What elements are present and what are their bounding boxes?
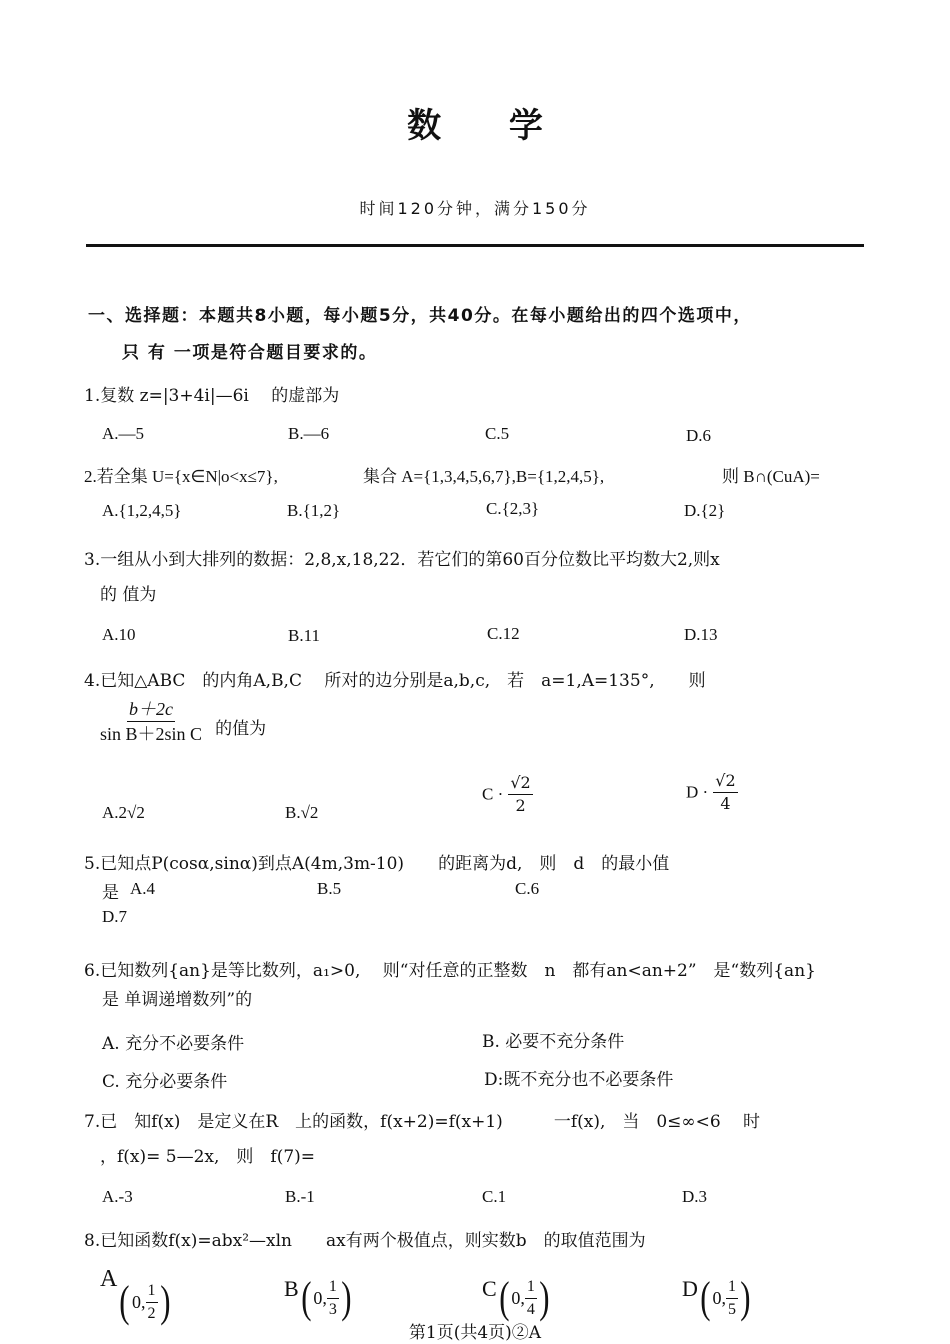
q4-fraction-numerator: b＋2c [127,700,175,722]
q8-option-a [100,1266,172,1324]
right-paren-glyph: ) [740,1273,751,1322]
left-paren-glyph: ( [700,1273,711,1322]
q8-option-a-fraction [146,1283,158,1322]
question-3-stem: 3.一组从小到大排列的数据：2,8,x,18,22．若它们的第60百分位数比平均数大2,则x [84,550,720,570]
right-paren-glyph: ) [341,1273,352,1322]
question-2-stem-c: 则 B∩(CuA)= [722,467,820,486]
q3-option-d: D.13 [684,625,718,644]
q8-option-c-label: C [482,1276,497,1301]
q7-option-b: B.-1 [285,1187,315,1206]
q5-option-d: D.7 [102,907,128,926]
q2-option-c: C.{2,3} [486,499,540,518]
question-1-stem: 1.复数 z=|3+4i|—6i 的虚部为 [84,386,340,406]
left-paren-glyph: ( [119,1277,130,1326]
question-7-stem-cont: ，f(x)= 5—2x, 则 f(7)= [100,1147,316,1167]
q8-option-b [284,1273,354,1322]
q8-option-a-label: A [100,1266,118,1292]
q8-option-c-fraction [525,1279,537,1318]
q7-option-c: C.1 [482,1187,507,1206]
q5-option-c: C.6 [515,879,540,898]
question-2-stem: 2.若全集 U={x∈N|o<x≤7}, [84,467,278,486]
section-heading: 一、选择题：本题共8小题，每小题5分，共40分。在每小题给出的四个选项中， [88,306,752,326]
q4-expression [100,700,266,743]
q1-option-d: D.6 [686,426,712,445]
q4-option-c-label: C · [482,784,504,804]
question-7-stem: 7.已 知f(x) 是定义在R 上的函数，f(x+2)=f(x+1) 一f(x), 当 0≤∞<6 时 [84,1112,761,1132]
q4-option-b: B.√2 [285,803,319,822]
q8-option-c-numerator: 1 [525,1279,537,1299]
question-5-stem-cont: 是 [102,883,119,903]
q4-option-c-numerator: √2 [508,775,532,795]
q4-option-c-fraction [508,775,532,814]
q1-option-b: B.—6 [288,424,330,443]
q6-option-c: C. 充分必要条件 [102,1072,228,1092]
question-3-stem-cont: 的 值为 [100,585,157,605]
q8-option-d-numerator: 1 [726,1279,738,1299]
q4-stem-tail: 的值为 [215,719,267,739]
q8-option-a-lower: 0, [132,1291,146,1312]
q8-option-c [482,1273,552,1322]
question-8-stem: 8.已知函数f(x)=abx²—xln ax有两个极值点，则实数b 的取值范围为 [84,1231,646,1251]
q4-option-a: A.2√2 [102,803,145,822]
section-heading-cont: 只 有 一项是符合题目要求的。 [122,343,378,363]
header-divider [86,244,864,247]
q4-option-d-label: D · [686,782,709,802]
q8-option-d [682,1273,753,1322]
question-5-stem: 5.已知点P(cosα,sinα)到点A(4m,3m-10) 的距离为d, 则 d 的最小值 [84,854,670,874]
q8-option-c-lower: 0, [511,1287,525,1308]
q7-option-d: D.3 [682,1187,708,1206]
q4-fraction [100,700,202,743]
q4-option-c [482,775,533,814]
q3-option-a: A.10 [102,625,136,644]
q6-option-a: A. 充分不必要条件 [102,1034,245,1054]
question-6-stem: 6.已知数列{an}是等比数列，a₁>0, 则“对任意的正整数 n 都有an<an+2” 是“数列{an} [84,961,816,981]
left-paren-glyph: ( [300,1273,312,1322]
q2-option-a: A.{1,2,4,5} [102,501,182,520]
q8-option-d-denominator: 5 [728,1300,737,1318]
q2-option-d: D.{2} [684,501,726,520]
right-paren-glyph: ) [159,1277,170,1326]
q4-option-c-denominator: 2 [515,796,526,815]
q6-option-b: B. 必要不充分条件 [482,1032,625,1052]
q8-option-d-label: D [682,1276,698,1301]
q8-option-d-lower: 0, [712,1287,727,1308]
q8-option-b-fraction [327,1279,339,1318]
q1-option-a: A.—5 [102,424,145,443]
q4-option-d-fraction [713,773,737,812]
q8-option-a-denominator: 2 [147,1304,156,1322]
q8-option-b-label: B [284,1276,299,1301]
q1-option-c: C.5 [485,424,510,443]
right-paren-glyph: ) [539,1273,550,1322]
q8-option-b-numerator: 1 [327,1279,339,1299]
question-4-stem: 4.已知△ABC 的内角A,B,C 所对的边分别是a,b,c, 若 a=1,A=135°, 则 [84,671,706,691]
question-6-stem-cont: 是 单调递增数列”的 [102,990,253,1010]
left-paren-glyph: ( [498,1273,510,1322]
q4-fraction-denominator: sin B＋2sin C [100,724,203,744]
q8-option-d-fraction [726,1279,738,1318]
q8-option-a-numerator: 1 [146,1283,158,1303]
q8-option-b-denominator: 3 [328,1300,337,1318]
q4-option-d-denominator: 4 [720,794,731,813]
q8-option-b-lower: 0, [313,1287,327,1308]
q5-option-a: A.4 [130,879,156,898]
question-2-stem-b: 集合 A={1,3,4,5,6,7},B={1,2,4,5}, [363,467,605,486]
q5-option-b: B.5 [317,879,342,898]
q2-option-b: B.{1,2} [287,501,341,520]
q6-option-d: D:既不充分也不必要条件 [484,1070,674,1090]
q3-option-c: C.12 [487,624,520,643]
q4-option-d [686,773,738,812]
q4-option-d-numerator: √2 [713,773,737,793]
q7-option-a: A.-3 [102,1187,133,1206]
page-title: 数 学 [407,106,571,146]
exam-time-info: 时间120分钟，满分150分 [359,199,591,218]
page-footer: 第1页(共4页)②A [408,1323,542,1343]
q3-option-b: B.11 [288,626,320,645]
q8-option-c-denominator: 4 [526,1300,535,1318]
